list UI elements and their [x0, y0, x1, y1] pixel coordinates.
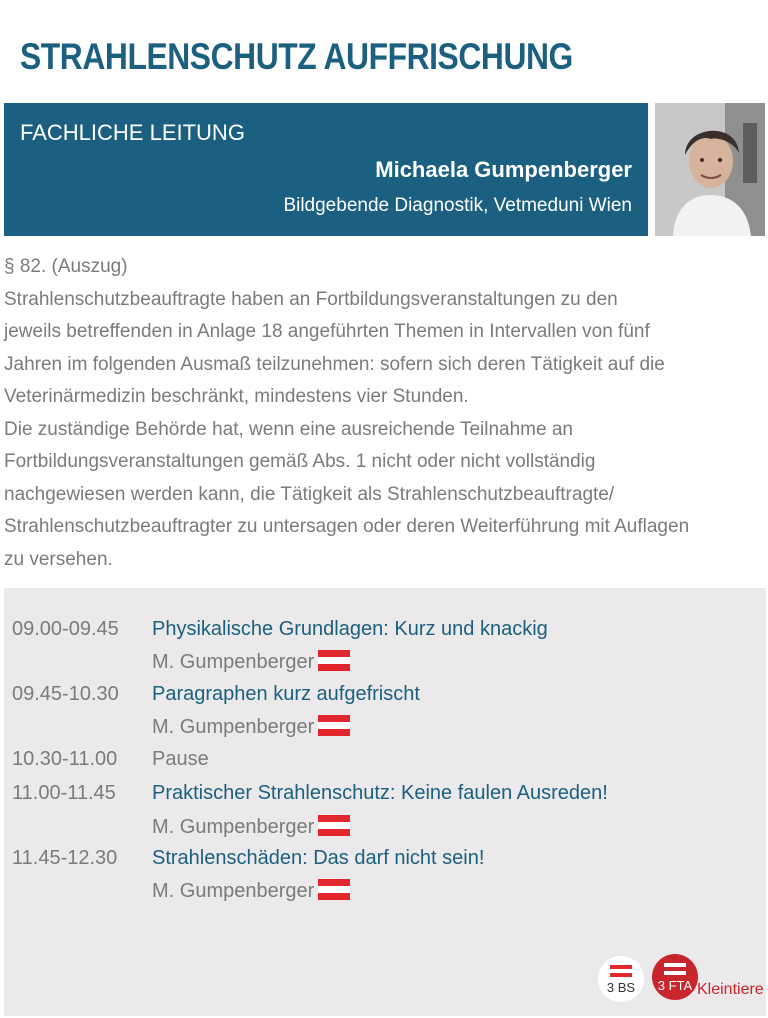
schedule-row: [4, 618, 766, 650]
schedule-row: [4, 683, 766, 715]
badge-bs: [598, 956, 644, 1002]
session-speaker: [152, 715, 350, 739]
session-time: 09.00-09.45: [12, 618, 119, 640]
legal-line: Fortbildungsveranstaltungen gemäß Abs. 1 nicht oder nicht vollständig: [4, 451, 596, 472]
session-speaker: [152, 815, 350, 839]
lead-panel: [4, 103, 648, 236]
portrait-illustration: [655, 103, 765, 236]
austria-flag-icon: [318, 715, 350, 736]
badge-fta: [652, 954, 698, 1000]
legal-text: [4, 251, 754, 576]
session-topic: Strahlenschäden: Das darf nicht sein!: [152, 847, 485, 869]
legal-line: § 82. (Auszug): [4, 256, 128, 277]
austria-flag-icon: [318, 815, 350, 836]
badge-bs-label: 3 BS: [606, 980, 636, 995]
speaker-name: M. Gumpenberger: [152, 816, 315, 838]
session-topic: Praktischer Strahlenschutz: Keine faulen Ausreden!: [152, 782, 608, 804]
schedule-panel: [4, 588, 766, 1016]
schedule-speaker-row: [4, 715, 766, 747]
legal-line: zu versehen.: [4, 548, 113, 570]
portrait-photo: [655, 103, 765, 236]
session-time: 11.00-11.45: [12, 782, 116, 804]
session-topic: Physikalische Grundlagen: Kurz und knackig: [152, 618, 548, 640]
session-time: 11.45-12.30: [12, 847, 118, 869]
lead-affiliation: Bildgebende Diagnostik, Vetmeduni Wien: [283, 195, 632, 216]
speaker-name: M. Gumpenberger: [152, 880, 315, 902]
legal-line: Jahren im folgenden Ausmaß teilzunehmen: sofern sich deren Tätigkeit auf die: [4, 353, 665, 375]
schedule-row: [4, 748, 766, 780]
lead-heading: FACHLICHE LEITUNG: [20, 120, 245, 145]
legal-line: nachgewiesen werden kann, die Tätigkeit als Strahlenschutzbeauftragte/: [4, 483, 615, 505]
austria-flag-icon: [318, 650, 350, 671]
schedule-speaker-row: [4, 879, 766, 911]
legal-line: Strahlenschutzbeauftragter zu untersagen oder deren Weiterführung mit Auflagen: [4, 516, 690, 537]
schedule-speaker-row: [4, 650, 766, 682]
schedule-row: [4, 782, 766, 814]
session-topic: Paragraphen kurz aufgefrischt: [152, 683, 420, 705]
badge-stripe-icon: [610, 965, 632, 977]
session-topic: Pause: [152, 748, 209, 770]
session-time: 09.45-10.30: [12, 683, 119, 705]
legal-line: jeweils betreffenden in Anlage 18 angeführten Themen in Intervallen von fünf: [4, 321, 650, 342]
badge-fta-label: 3 FTA: [657, 978, 693, 993]
legal-line: Veterinärmedizin beschränkt, mindestens vier Stunden.: [4, 386, 469, 407]
badge-stripe-icon: [664, 963, 686, 975]
session-speaker: [152, 650, 350, 674]
austria-flag-icon: [318, 879, 350, 900]
legal-line: Strahlenschutzbeauftragte haben an Fortbildungsveranstaltungen zu den: [4, 288, 618, 310]
legal-line: Die zuständige Behörde hat, wenn eine ausreichende Teilnahme an: [4, 418, 573, 440]
speaker-name: M. Gumpenberger: [152, 716, 315, 738]
schedule-speaker-row: [4, 815, 766, 847]
page-title: STRAHLENSCHUTZ AUFFRISCHUNG: [20, 36, 573, 77]
schedule-row: [4, 847, 766, 879]
session-speaker: [152, 879, 350, 903]
session-time: 10.30-11.00: [12, 748, 118, 770]
speaker-name: M. Gumpenberger: [152, 651, 315, 673]
lead-name: Michaela Gumpenberger: [375, 157, 632, 182]
badge-fta-extra: Kleintiere: [697, 981, 764, 998]
